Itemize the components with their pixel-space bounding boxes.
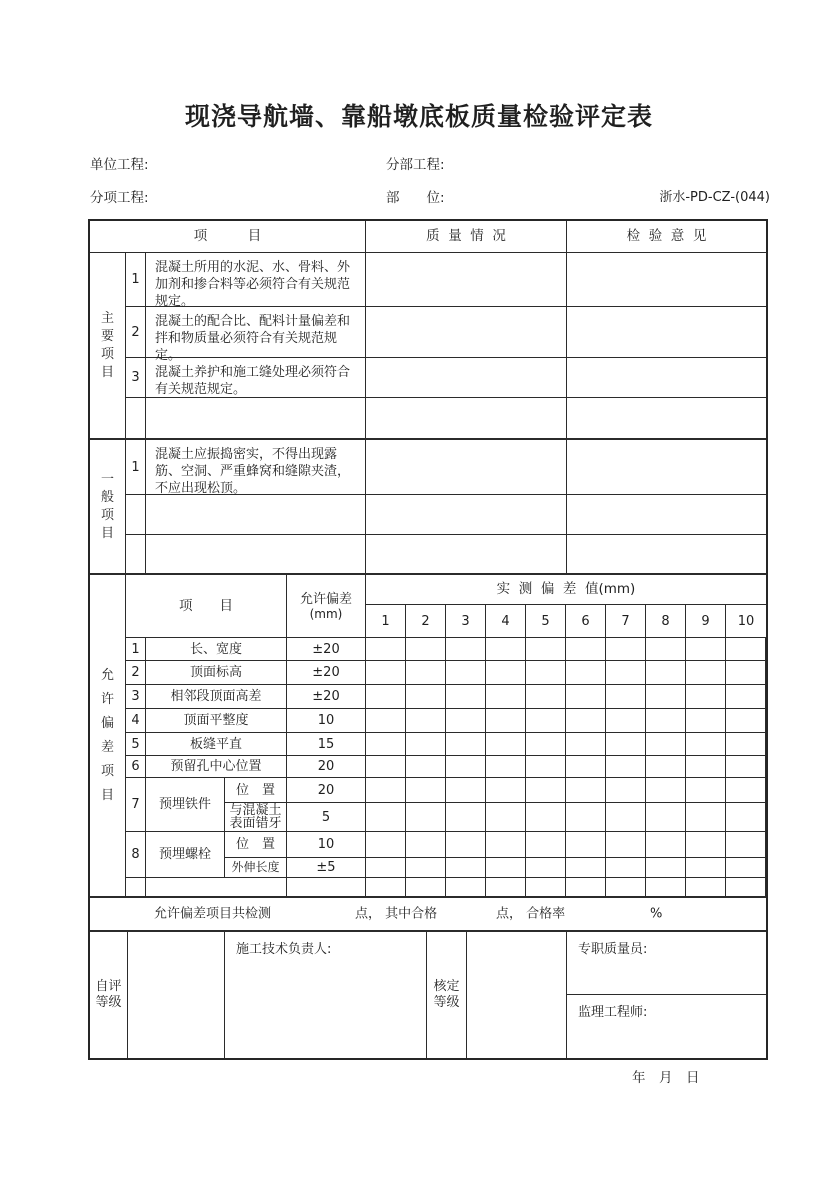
allowed-value: ±20: [287, 661, 366, 685]
allowed-value: 20: [287, 756, 366, 778]
deviation-row-name: 预埋螺栓: [146, 832, 225, 878]
opinion-cell[interactable]: [567, 307, 766, 358]
group-label-general-items: 一般项目: [90, 440, 126, 575]
inspection-table: [88, 219, 768, 1060]
allowed-value: ±20: [287, 685, 366, 709]
deviation-row-no: 2: [126, 661, 146, 685]
opinion-cell[interactable]: [567, 495, 766, 535]
main-item-text: 混凝土所用的水泥、水、骨料、外加剂和掺合料等必须符合有关规范规定。: [146, 253, 366, 307]
allowed-value[interactable]: [287, 878, 366, 898]
measure-col-header: 2: [406, 605, 446, 638]
measured-values-row[interactable]: [366, 638, 766, 661]
deviation-subrow-name: 位 置: [225, 832, 287, 858]
verified-grade-label: 核定等级: [427, 932, 467, 1058]
summary-row: [90, 898, 766, 932]
allowed-value: 15: [287, 733, 366, 756]
measure-col-header: 4: [486, 605, 526, 638]
deviation-subrow-name: 与混凝土表面错牙: [225, 803, 287, 832]
opinion-cell[interactable]: [567, 535, 766, 575]
general-item-no[interactable]: [126, 495, 146, 535]
quality-cell[interactable]: [366, 307, 567, 358]
measured-values-row[interactable]: [366, 778, 766, 803]
general-item-text: 混凝土应振捣密实，不得出现露筋、空洞、严重蜂窝和缝隙夹渣，不应出现松顶。: [146, 440, 366, 495]
col-header-quality: 质 量 情 况: [366, 221, 567, 253]
date-line: 年 月 日: [632, 1070, 700, 1086]
deviation-row-no: 5: [126, 733, 146, 756]
measure-col-header: 6: [566, 605, 606, 638]
measure-col-header: 8: [646, 605, 686, 638]
form-code: 浙水-PD-CZ-(044): [659, 190, 770, 205]
measured-values-row[interactable]: [366, 709, 766, 733]
col-header-opinion: 检 验 意 见: [567, 221, 766, 253]
deviation-row-name: 预埋铁件: [146, 778, 225, 832]
allowed-value: ±20: [287, 638, 366, 661]
measured-values-row[interactable]: [366, 858, 766, 878]
form-title: 现浇导航墙、靠船墩底板质量检验评定表: [184, 102, 653, 131]
summary-checked-label: 允许偏差项目共检测: [154, 906, 272, 922]
measure-col-header: 9: [686, 605, 726, 638]
measured-values-row[interactable]: [366, 803, 766, 832]
main-item-no: 3: [126, 358, 146, 398]
deviation-header-item: 项 目: [126, 575, 287, 638]
general-item-no: 1: [126, 440, 146, 495]
deviation-subrow-name: 位 置: [225, 778, 287, 803]
col-header-item: 项 目: [90, 221, 366, 253]
quality-cell[interactable]: [366, 253, 567, 307]
measured-values-row[interactable]: [366, 832, 766, 858]
field-sub-project: 分项工程:: [90, 190, 149, 206]
field-unit-project: 单位工程:: [90, 157, 149, 173]
deviation-row-no: 4: [126, 709, 146, 733]
deviation-row-name: 相邻段顶面高差: [146, 685, 287, 709]
summary-points-label: 点， 其中合格: [355, 906, 438, 922]
deviation-row-name: 预留孔中心位置: [146, 756, 287, 778]
main-item-text[interactable]: [146, 398, 366, 440]
allowed-value: 10: [287, 709, 366, 733]
summary-percent-sign: %: [650, 906, 663, 922]
summary-passrate-label: 点， 合格率: [496, 906, 566, 922]
measured-values-row[interactable]: [366, 733, 766, 756]
opinion-cell[interactable]: [567, 398, 766, 440]
self-grade-value-cell[interactable]: [128, 932, 225, 1058]
main-item-text: 混凝土的配合比、配料计量偏差和拌和物质量必须符合有关规范规定。: [146, 307, 366, 358]
supervisor-signature-cell[interactable]: 监理工程师:: [578, 1005, 648, 1020]
general-item-no[interactable]: [126, 535, 146, 575]
measure-col-header: 10: [726, 605, 766, 638]
measure-col-header: 1: [366, 605, 406, 638]
deviation-row-no: 6: [126, 756, 146, 778]
deviation-row-no[interactable]: [126, 878, 146, 898]
deviation-subrow-name: 外伸长度: [225, 858, 287, 878]
quality-cell[interactable]: [366, 358, 567, 398]
opinion-cell[interactable]: [567, 440, 766, 495]
tech-lead-signature-cell[interactable]: 施工技术负责人:: [225, 932, 427, 1058]
deviation-row-no: 8: [126, 832, 146, 878]
opinion-cell[interactable]: [567, 358, 766, 398]
quality-cell[interactable]: [366, 495, 567, 535]
self-grade-label: 自评等级: [90, 932, 128, 1058]
measured-values-row[interactable]: [366, 878, 766, 898]
quality-officer-signature-cell[interactable]: 专职质量员:: [567, 932, 766, 995]
deviation-row-no: 1: [126, 638, 146, 661]
general-item-text[interactable]: [146, 495, 366, 535]
allowed-deviation-unit: (mm): [309, 607, 343, 621]
general-item-text[interactable]: [146, 535, 366, 575]
allowed-value: 10: [287, 832, 366, 858]
allowed-deviation-label: 允许偏差: [299, 592, 352, 607]
measured-values-row[interactable]: [366, 756, 766, 778]
measure-col-header: 5: [526, 605, 566, 638]
deviation-row-name: 顶面平整度: [146, 709, 287, 733]
opinion-cell[interactable]: [567, 253, 766, 307]
group-label-deviation-items: 允许偏差项目: [90, 575, 126, 898]
quality-cell[interactable]: [366, 535, 567, 575]
deviation-row-name: 长、宽度: [146, 638, 287, 661]
main-item-no: 2: [126, 307, 146, 358]
group-label-main-items: 主要项目: [90, 253, 126, 440]
measured-values-row[interactable]: [366, 685, 766, 709]
allowed-value: ±5: [287, 858, 366, 878]
measured-values-row[interactable]: [366, 661, 766, 685]
field-division-project: 分部工程:: [386, 157, 445, 173]
deviation-row-name: 板缝平直: [146, 733, 287, 756]
field-part: 部 位:: [386, 190, 445, 206]
deviation-row-name[interactable]: [146, 878, 287, 898]
deviation-row-no: 7: [126, 778, 146, 832]
measure-col-header: 3: [446, 605, 486, 638]
quality-cell[interactable]: [366, 398, 567, 440]
deviation-header-measured: 实 测 偏 差 值(mm): [366, 575, 766, 605]
deviation-row-name: 顶面标高: [146, 661, 287, 685]
main-item-no: 1: [126, 253, 146, 307]
verified-grade-value-cell[interactable]: [467, 932, 567, 1058]
quality-cell[interactable]: [366, 440, 567, 495]
main-item-no[interactable]: [126, 398, 146, 440]
allowed-value: 5: [287, 803, 366, 832]
deviation-header-allowed: [287, 575, 366, 638]
deviation-row-no: 3: [126, 685, 146, 709]
allowed-value: 20: [287, 778, 366, 803]
main-item-text: 混凝土养护和施工缝处理必须符合有关规范规定。: [146, 358, 366, 398]
measure-col-header: 7: [606, 605, 646, 638]
